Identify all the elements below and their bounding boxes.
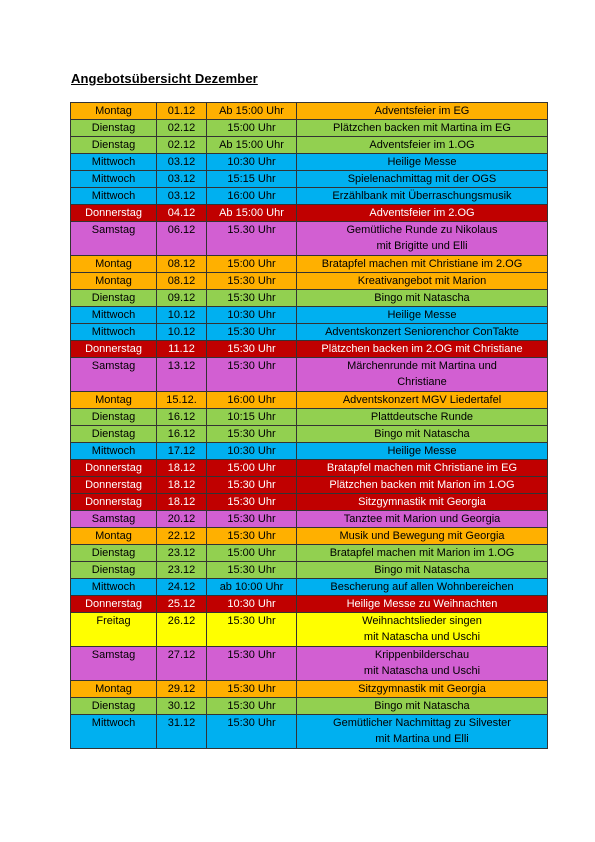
page-title: Angebotsübersicht Dezember (71, 71, 258, 86)
day-cell: Dienstag (71, 698, 157, 715)
time-cell: 15:30 Uhr (207, 426, 297, 443)
day-cell: Donnerstag (71, 205, 157, 222)
event-line-1: Krippenbilderschau (374, 649, 470, 661)
table-row (71, 290, 548, 307)
event-cell: Adventskonzert Seniorenchor ConTakte (297, 324, 548, 341)
day-cell: Donnerstag (71, 494, 157, 511)
day-cell: Montag (71, 528, 157, 545)
day-cell: Dienstag (71, 562, 157, 579)
day-cell: Donnerstag (71, 341, 157, 358)
date-cell: 30.12 (157, 698, 207, 715)
day-cell: Samstag (71, 222, 157, 256)
time-cell: 15:30 Uhr (207, 528, 297, 545)
time-cell: Ab 15:00 Uhr (207, 103, 297, 120)
day-cell: Donnerstag (71, 477, 157, 494)
event-cell: Bratapfel machen mit Marion im 1.OG (297, 545, 548, 562)
date-cell: 11.12 (157, 341, 207, 358)
time-cell: 15:30 Uhr (207, 494, 297, 511)
event-cell: Heilige Messe (297, 154, 548, 171)
table-row (71, 443, 548, 460)
date-cell: 18.12 (157, 460, 207, 477)
table-row (71, 698, 548, 715)
event-cell: Sitzgymnastik mit Georgia (297, 494, 548, 511)
time-cell: 15:30 Uhr (207, 647, 297, 681)
time-cell: 10:30 Uhr (207, 443, 297, 460)
date-cell: 02.12 (157, 137, 207, 154)
event-cell: Plätzchen backen mit Marion im 1.OG (297, 477, 548, 494)
event-cell (297, 647, 548, 681)
day-cell: Mittwoch (71, 579, 157, 596)
time-cell: 15:30 Uhr (207, 511, 297, 528)
date-cell: 06.12 (157, 222, 207, 256)
day-cell: Montag (71, 681, 157, 698)
date-cell: 23.12 (157, 545, 207, 562)
table-row (71, 205, 548, 222)
table-row (71, 171, 548, 188)
date-cell: 03.12 (157, 171, 207, 188)
event-cell: Plätzchen backen im 2.OG mit Christiane (297, 341, 548, 358)
date-cell: 18.12 (157, 477, 207, 494)
time-cell: 15:30 Uhr (207, 613, 297, 647)
day-cell: Dienstag (71, 426, 157, 443)
table-row (71, 596, 548, 613)
time-cell: 10:15 Uhr (207, 409, 297, 426)
event-cell (297, 613, 548, 647)
time-cell: 15:30 Uhr (207, 290, 297, 307)
event-line-1: Gemütlicher Nachmittag zu Silvester (333, 717, 511, 729)
event-cell: Plattdeutsche Runde (297, 409, 548, 426)
table-row (71, 426, 548, 443)
day-cell: Freitag (71, 613, 157, 647)
event-line-2: mit Martina und Elli (375, 733, 469, 745)
table-row (71, 460, 548, 477)
date-cell: 03.12 (157, 154, 207, 171)
table-row (71, 273, 548, 290)
date-cell: 23.12 (157, 562, 207, 579)
day-cell: Mittwoch (71, 171, 157, 188)
time-cell: ab 10:00 Uhr (207, 579, 297, 596)
event-cell: Bratapfel machen mit Christiane im 2.OG (297, 256, 548, 273)
day-cell: Samstag (71, 647, 157, 681)
date-cell: 29.12 (157, 681, 207, 698)
day-cell: Dienstag (71, 290, 157, 307)
schedule-table (70, 102, 548, 749)
day-cell: Mittwoch (71, 443, 157, 460)
event-cell (297, 222, 548, 256)
event-cell: Spielenachmittag mit der OGS (297, 171, 548, 188)
time-cell: Ab 15:00 Uhr (207, 137, 297, 154)
time-cell: 15:30 Uhr (207, 681, 297, 698)
table-row (71, 188, 548, 205)
table-row (71, 613, 548, 647)
event-cell: Bescherung auf allen Wohnbereichen (297, 579, 548, 596)
day-cell: Montag (71, 256, 157, 273)
time-cell: 15:30 Uhr (207, 341, 297, 358)
date-cell: 22.12 (157, 528, 207, 545)
event-cell: Bingo mit Natascha (297, 426, 548, 443)
date-cell: 10.12 (157, 324, 207, 341)
day-cell: Dienstag (71, 120, 157, 137)
date-cell: 27.12 (157, 647, 207, 681)
time-cell: 16:00 Uhr (207, 392, 297, 409)
date-cell: 26.12 (157, 613, 207, 647)
date-cell: 13.12 (157, 358, 207, 392)
date-cell: 02.12 (157, 120, 207, 137)
event-cell: Erzählbank mit Überraschungsmusik (297, 188, 548, 205)
event-line-2: mit Natascha und Uschi (363, 631, 481, 643)
day-cell: Donnerstag (71, 460, 157, 477)
event-cell: Musik und Bewegung mit Georgia (297, 528, 548, 545)
event-line-1: Gemütliche Runde zu Nikolaus (346, 224, 498, 236)
schedule-body (71, 103, 548, 749)
day-cell: Mittwoch (71, 188, 157, 205)
event-cell: Adventsfeier im 1.OG (297, 137, 548, 154)
event-line-2: mit Natascha und Uschi (363, 665, 481, 677)
time-cell: 15:00 Uhr (207, 460, 297, 477)
event-cell: Adventsfeier im 2.OG (297, 205, 548, 222)
day-cell: Mittwoch (71, 324, 157, 341)
event-cell: Bingo mit Natascha (297, 562, 548, 579)
time-cell: 15:30 Uhr (207, 358, 297, 392)
day-cell: Mittwoch (71, 307, 157, 324)
time-cell: 15:30 Uhr (207, 273, 297, 290)
day-cell: Samstag (71, 358, 157, 392)
table-row (71, 511, 548, 528)
date-cell: 31.12 (157, 715, 207, 749)
event-cell: Bratapfel machen mit Christiane im EG (297, 460, 548, 477)
date-cell: 03.12 (157, 188, 207, 205)
date-cell: 24.12 (157, 579, 207, 596)
event-cell: Sitzgymnastik mit Georgia (297, 681, 548, 698)
time-cell: 10:30 Uhr (207, 154, 297, 171)
table-row (71, 528, 548, 545)
event-cell (297, 358, 548, 392)
day-cell: Montag (71, 392, 157, 409)
table-row (71, 579, 548, 596)
date-cell: 10.12 (157, 307, 207, 324)
time-cell: 15:30 Uhr (207, 477, 297, 494)
time-cell: 15:00 Uhr (207, 120, 297, 137)
time-cell: 15:30 Uhr (207, 324, 297, 341)
date-cell: 15.12. (157, 392, 207, 409)
day-cell: Montag (71, 103, 157, 120)
day-cell: Dienstag (71, 545, 157, 562)
time-cell: 15:30 Uhr (207, 715, 297, 749)
event-cell: Bingo mit Natascha (297, 698, 548, 715)
time-cell: 10:30 Uhr (207, 307, 297, 324)
table-row (71, 681, 548, 698)
table-row (71, 715, 548, 749)
table-row (71, 324, 548, 341)
day-cell: Samstag (71, 511, 157, 528)
event-cell: Kreativangebot mit Marion (297, 273, 548, 290)
date-cell: 17.12 (157, 443, 207, 460)
event-cell: Tanztee mit Marion und Georgia (297, 511, 548, 528)
date-cell: 04.12 (157, 205, 207, 222)
table-row (71, 222, 548, 256)
day-cell: Dienstag (71, 409, 157, 426)
table-row (71, 392, 548, 409)
date-cell: 08.12 (157, 273, 207, 290)
time-cell: 15:00 Uhr (207, 256, 297, 273)
time-cell: 16:00 Uhr (207, 188, 297, 205)
day-cell: Donnerstag (71, 596, 157, 613)
table-row (71, 358, 548, 392)
table-row (71, 137, 548, 154)
time-cell: Ab 15:00 Uhr (207, 205, 297, 222)
table-row (71, 494, 548, 511)
table-row (71, 545, 548, 562)
table-row (71, 341, 548, 358)
table-row (71, 409, 548, 426)
time-cell: 15:00 Uhr (207, 545, 297, 562)
table-row (71, 256, 548, 273)
time-cell: 15:15 Uhr (207, 171, 297, 188)
date-cell: 16.12 (157, 426, 207, 443)
table-row (71, 647, 548, 681)
date-cell: 09.12 (157, 290, 207, 307)
event-cell: Adventsfeier im EG (297, 103, 548, 120)
table-row (71, 307, 548, 324)
table-row (71, 154, 548, 171)
table-row (71, 120, 548, 137)
date-cell: 08.12 (157, 256, 207, 273)
event-line-1: Märchenrunde mit Martina und (347, 360, 497, 372)
event-line-2: Christiane (397, 376, 447, 388)
day-cell: Mittwoch (71, 715, 157, 749)
event-line-1: Weihnachtslieder singen (362, 615, 482, 627)
day-cell: Montag (71, 273, 157, 290)
date-cell: 16.12 (157, 409, 207, 426)
event-cell: Heilige Messe (297, 307, 548, 324)
time-cell: 15:30 Uhr (207, 698, 297, 715)
date-cell: 25.12 (157, 596, 207, 613)
event-cell: Plätzchen backen mit Martina im EG (297, 120, 548, 137)
day-cell: Mittwoch (71, 154, 157, 171)
table-row (71, 562, 548, 579)
date-cell: 20.12 (157, 511, 207, 528)
day-cell: Dienstag (71, 137, 157, 154)
time-cell: 10:30 Uhr (207, 596, 297, 613)
date-cell: 18.12 (157, 494, 207, 511)
event-cell: Heilige Messe zu Weihnachten (297, 596, 548, 613)
table-row (71, 103, 548, 120)
time-cell: 15:30 Uhr (207, 562, 297, 579)
event-cell: Adventskonzert MGV Liedertafel (297, 392, 548, 409)
event-cell: Bingo mit Natascha (297, 290, 548, 307)
table-row (71, 477, 548, 494)
event-line-2: mit Brigitte und Elli (376, 240, 468, 252)
event-cell: Heilige Messe (297, 443, 548, 460)
date-cell: 01.12 (157, 103, 207, 120)
event-cell (297, 715, 548, 749)
time-cell: 15.30 Uhr (207, 222, 297, 256)
